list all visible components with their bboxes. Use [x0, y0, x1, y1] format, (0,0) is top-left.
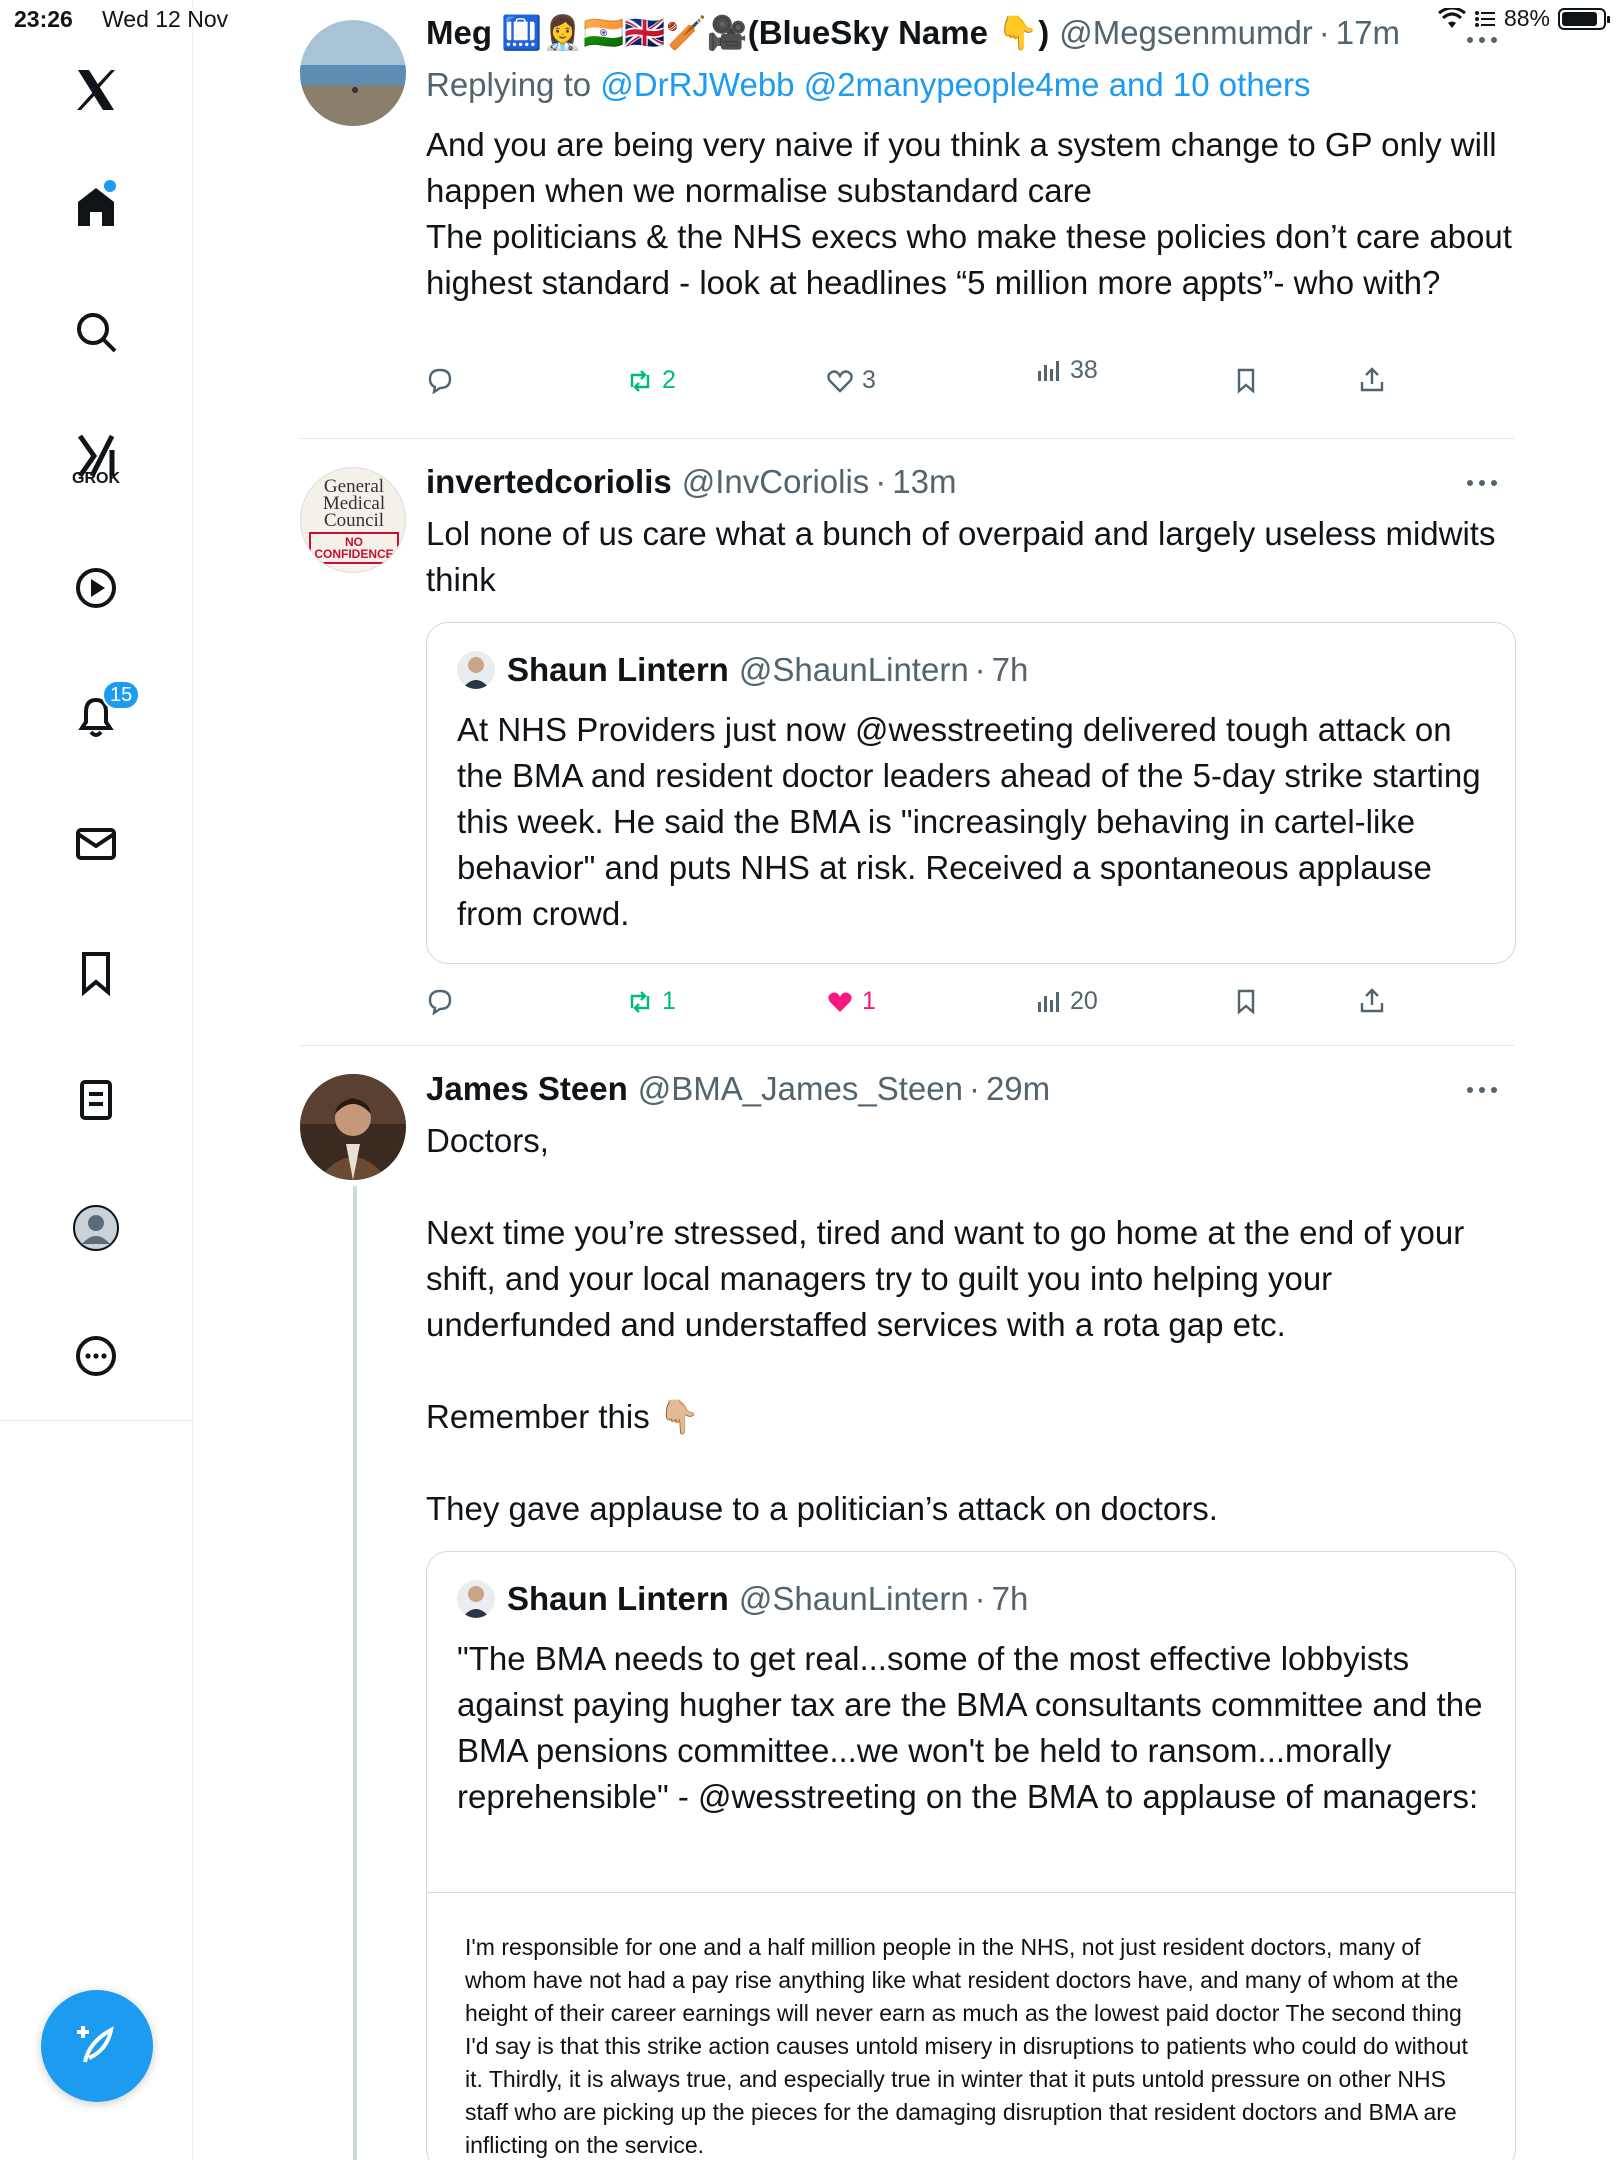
- video-icon[interactable]: [60, 552, 132, 624]
- separator: ·: [1318, 14, 1330, 51]
- status-date: Wed 12 Nov: [102, 6, 229, 32]
- bookmark-icon: [1232, 987, 1260, 1015]
- separator: ·: [974, 651, 986, 688]
- author-name[interactable]: invertedcoriolis: [426, 463, 672, 500]
- like-button[interactable]: [826, 987, 876, 1016]
- tweet-time[interactable]: 17m: [1335, 14, 1400, 51]
- author-handle[interactable]: @InvCoriolis: [681, 463, 870, 500]
- battery-icon: [1558, 8, 1606, 30]
- quote-avatar[interactable]: [457, 651, 495, 689]
- sidebar-divider: [0, 1420, 193, 1421]
- separator: ·: [875, 463, 887, 500]
- grok-label: GROK: [72, 470, 120, 487]
- views-icon: [1034, 357, 1062, 385]
- author-name[interactable]: Meg 🛄👩‍⚕️🇮🇳🇬🇧🏏🎥(BlueSky Name 👇): [426, 14, 1050, 51]
- avatar[interactable]: [300, 467, 406, 573]
- bookmark-icon: [1232, 366, 1260, 394]
- views-icon: [1034, 988, 1062, 1016]
- notifications-badge: 15: [102, 680, 140, 710]
- quote-tweet[interactable]: [426, 622, 1516, 964]
- author-handle[interactable]: @Megsenmumdr: [1059, 14, 1313, 51]
- tweet-header: [426, 463, 957, 501]
- home-unread-dot: [104, 180, 116, 192]
- tweet-text: And you are being very naive if you think a system change to GP only will happen when we normalise substandard care The politicians & the NHS execs who make these policies don’t care about highest standard - look at headlines “5 million more appts”- who with?: [426, 126, 1512, 301]
- status-indicators: [1438, 5, 1606, 32]
- quote-time[interactable]: 7h: [991, 1580, 1029, 1617]
- quote-text: "The BMA needs to get real...some of the most effective lobbyists against paying hugher tax are the BMA consultants committee and the BMA pensions committee...we won't be held to ransom...morally reprehensible" - @wesstreeting on the BMA to applause of managers:: [457, 1640, 1483, 1815]
- quote-avatar[interactable]: [457, 1580, 495, 1618]
- quote-image[interactable]: [427, 1892, 1516, 2160]
- view-count: 20: [1070, 987, 1098, 1015]
- tweet-time[interactable]: 13m: [892, 463, 957, 500]
- quote-text: At NHS Providers just now @wesstreeting delivered tough attack on the BMA and resident doctor leaders ahead of the 5-day strike starting this week. He said the BMA is "increasingly behaving in cartel-like behavior" and puts NHS at risk. Received a spontaneous applause from crowd.: [457, 711, 1481, 932]
- reply-button[interactable]: [426, 987, 454, 1015]
- quote-author[interactable]: Shaun Lintern: [507, 651, 729, 688]
- tweet-text: Doctors, Next time you’re stressed, tired and want to go home at the end of your shift, and your local managers try to guilt you into helping your underfunded and understaffed services with a rota gap etc. Remember this 👇🏼 They gave applause to a politician’s attack on doctors.: [426, 1122, 1465, 1527]
- quote-header: [457, 1580, 1028, 1618]
- share-icon: [1358, 987, 1386, 1015]
- replying-to-link[interactable]: @DrRJWebb @2manypeople4me and 10 others: [600, 66, 1311, 103]
- share-icon: [1358, 366, 1386, 394]
- battery-percent: 88%: [1503, 5, 1550, 31]
- tweet-header: [426, 1070, 1050, 1108]
- retweet-button[interactable]: [626, 366, 676, 395]
- status-time: 23:26: [14, 6, 73, 32]
- quote-header: [457, 651, 1028, 689]
- retweet-button[interactable]: [626, 987, 676, 1016]
- tweet-actions: [426, 987, 1426, 1037]
- like-count: 1: [862, 987, 876, 1015]
- mail-icon[interactable]: [60, 808, 132, 880]
- tweet[interactable]: [300, 439, 1514, 1045]
- profile-icon[interactable]: [60, 1192, 132, 1264]
- reply-icon: [426, 366, 454, 394]
- bookmark-button[interactable]: [1232, 366, 1260, 394]
- views-button[interactable]: [1034, 356, 1098, 385]
- quote-author[interactable]: Shaun Lintern: [507, 1580, 729, 1617]
- grok-icon[interactable]: [60, 420, 132, 492]
- retweet-count: 2: [662, 366, 676, 394]
- like-count: 3: [862, 366, 876, 394]
- avatar-text: General Medical Council NO CONFIDENCE: [301, 478, 406, 564]
- more-dots-icon[interactable]: [1464, 473, 1500, 493]
- quote-handle[interactable]: @ShaunLintern: [738, 1580, 969, 1617]
- quote-handle[interactable]: @ShaunLintern: [738, 651, 969, 688]
- replying-to: [426, 66, 1311, 104]
- separator: ·: [974, 1580, 986, 1617]
- retweet-icon: [626, 367, 654, 395]
- tweet-time[interactable]: 29m: [985, 1070, 1051, 1107]
- quote-tweet[interactable]: [426, 1551, 1516, 2160]
- status-bar: [0, 0, 1620, 40]
- retweet-icon: [626, 988, 654, 1016]
- author-handle[interactable]: @BMA_James_Steen: [637, 1070, 963, 1107]
- bell-icon[interactable]: [60, 680, 132, 752]
- like-button[interactable]: [826, 366, 876, 395]
- tweet-text: Lol none of us care what a bunch of overpaid and largely useless midwits think: [426, 515, 1505, 598]
- more-dots-icon[interactable]: [1464, 1080, 1500, 1100]
- author-name[interactable]: James Steen: [426, 1070, 628, 1107]
- view-count: 38: [1070, 356, 1098, 384]
- views-button[interactable]: [1034, 987, 1098, 1016]
- more-options-icon[interactable]: [60, 1320, 132, 1392]
- compose-icon: [71, 2020, 123, 2072]
- avatar[interactable]: [300, 1074, 406, 1180]
- x-logo-icon[interactable]: [60, 54, 132, 126]
- retweet-count: 1: [662, 987, 676, 1015]
- sidebar: [0, 0, 193, 2160]
- home-icon[interactable]: [60, 170, 132, 242]
- quote-image-text: I'm responsible for one and a half million people in the NHS, not just resident doctors, many of whom have not had a pay rise anything like what resident doctors have, and many of whom at the height of their career earnings will never earn as much as the lowest paid doctor The second thing I'd say is that this strike action causes untold misery in disruptions to patients who could do without it. Thirdly, it is always true, and especially true in winter that it puts untold pressure on other NHS staff who are picking up the pieces for the damaging disruption that resident doctors and BMA are inflicting on the service.: [465, 1934, 1468, 2158]
- compose-button[interactable]: [41, 1990, 153, 2102]
- quote-time[interactable]: 7h: [991, 651, 1029, 688]
- tweet[interactable]: [300, 0, 1514, 438]
- tweet[interactable]: [300, 1046, 1514, 2160]
- share-button[interactable]: [1358, 366, 1386, 394]
- bookmark-icon[interactable]: [60, 936, 132, 1008]
- replying-prefix: Replying to: [426, 66, 601, 103]
- share-button[interactable]: [1358, 987, 1386, 1015]
- reply-button[interactable]: [426, 366, 454, 394]
- tweet-actions: [426, 356, 1426, 416]
- list-icon: [1474, 9, 1496, 29]
- lists-icon[interactable]: [60, 1064, 132, 1136]
- wifi-icon: [1438, 8, 1466, 30]
- separator: ·: [968, 1070, 980, 1107]
- bookmark-button[interactable]: [1232, 987, 1260, 1015]
- heart-filled-icon: [826, 988, 854, 1016]
- heart-icon: [826, 367, 854, 395]
- reply-icon: [426, 987, 454, 1015]
- search-icon[interactable]: [60, 296, 132, 368]
